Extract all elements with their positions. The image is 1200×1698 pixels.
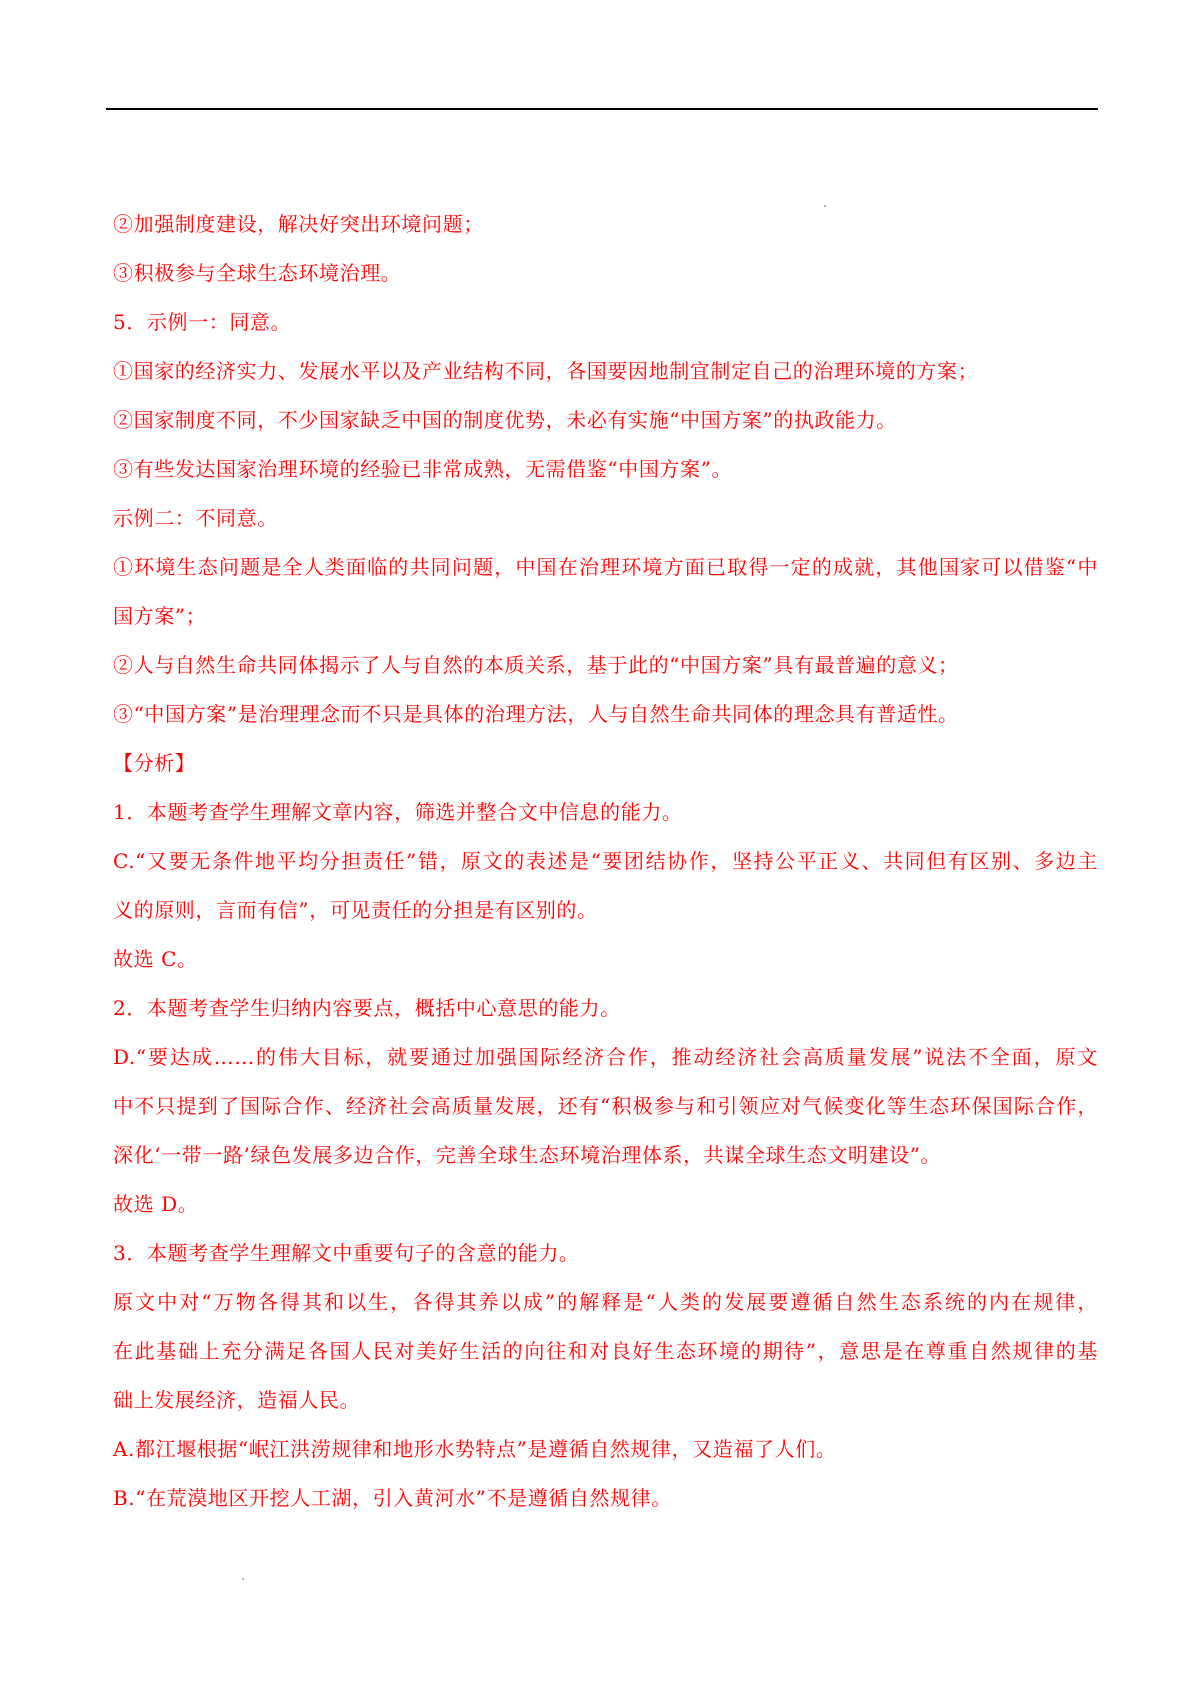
answer-line: ①国家的经济实力、发展水平以及产业结构不同，各国要因地制宜制定自己的治理环境的方案； bbox=[113, 359, 979, 383]
analysis-line: 2．本题考查学生归纳内容要点，概括中心意思的能力。 bbox=[113, 996, 621, 1020]
analysis-line: A.都江堰根据“岷江洪涝规律和地形水势特点”是遵循自然规律，又造福了人们。 bbox=[113, 1437, 837, 1461]
analysis-line: 故选 C。 bbox=[113, 947, 198, 971]
answer-line: ②人与自然生命共同体揭示了人与自然的本质关系，基于此的“中国方案”具有最普遍的意义； bbox=[113, 653, 959, 677]
analysis-heading: 【分析】 bbox=[113, 751, 196, 775]
analysis-line: 础上发展经济，造福人民。 bbox=[113, 1388, 361, 1412]
example-heading: 示例二：不同意。 bbox=[113, 506, 278, 530]
analysis-line: C.“又要无条件地平均分担责任”错，原文的表述是“要团结协作，坚持公平正义、共同但有区别、多边主 bbox=[113, 849, 1098, 873]
analysis-line: 故选 D。 bbox=[113, 1192, 199, 1216]
answer-line: ③有些发达国家治理环境的经验已非常成熟，无需借鉴“中国方案”。 bbox=[113, 457, 733, 481]
answer-line: ①环境生态问题是全人类面临的共同问题，中国在治理环境方面已取得一定的成就，其他国家可以借鉴“中 bbox=[113, 555, 1098, 579]
analysis-line: 1．本题考查学生理解文章内容，筛选并整合文中信息的能力。 bbox=[113, 800, 683, 824]
analysis-line: B.“在荒漠地区开挖人工湖，引入黄河水”不是遵循自然规律。 bbox=[113, 1486, 672, 1510]
scan-speck bbox=[242, 1578, 244, 1580]
answer-content bbox=[113, 200, 1098, 1523]
answer-line: ③积极参与全球生态环境治理。 bbox=[113, 261, 402, 285]
question-5-heading: 5．示例一：同意。 bbox=[113, 310, 292, 334]
analysis-line: 义的原则，言而有信”，可见责任的分担是有区别的。 bbox=[113, 898, 598, 922]
analysis-line: D.“要达成……的伟大目标，就要通过加强国际经济合作，推动经济社会高质量发展”说法不全面，原文 bbox=[113, 1045, 1098, 1069]
answer-line: ②加强制度建设，解决好突出环境问题； bbox=[113, 212, 484, 236]
analysis-line: 在此基础上充分满足各国人民对美好生活的向往和对良好生态环境的期待”，意思是在尊重自然规律的基 bbox=[113, 1339, 1098, 1363]
analysis-line: 3．本题考查学生理解文中重要句子的含意的能力。 bbox=[113, 1241, 580, 1265]
answer-line: ③“中国方案”是治理理念而不只是具体的治理方法，人与自然生命共同体的理念具有普适性。 bbox=[113, 702, 959, 726]
header-rule bbox=[106, 108, 1098, 110]
answer-line: ②国家制度不同，不少国家缺乏中国的制度优势，未必有实施“中国方案”的执政能力。 bbox=[113, 408, 897, 432]
analysis-line: 深化‘一带一路’绿色发展多边合作，完善全球生态环境治理体系，共谋全球生态文明建设”。 bbox=[113, 1143, 942, 1167]
analysis-line: 原文中对“万物各得其和以生，各得其养以成”的解释是“人类的发展要遵循自然生态系统的内在规律， bbox=[113, 1290, 1098, 1314]
analysis-line: 中不只提到了国际合作、经济社会高质量发展，还有“积极参与和引领应对气候变化等生态环保国际合作， bbox=[113, 1094, 1098, 1118]
answer-line: 国方案”； bbox=[113, 604, 207, 628]
